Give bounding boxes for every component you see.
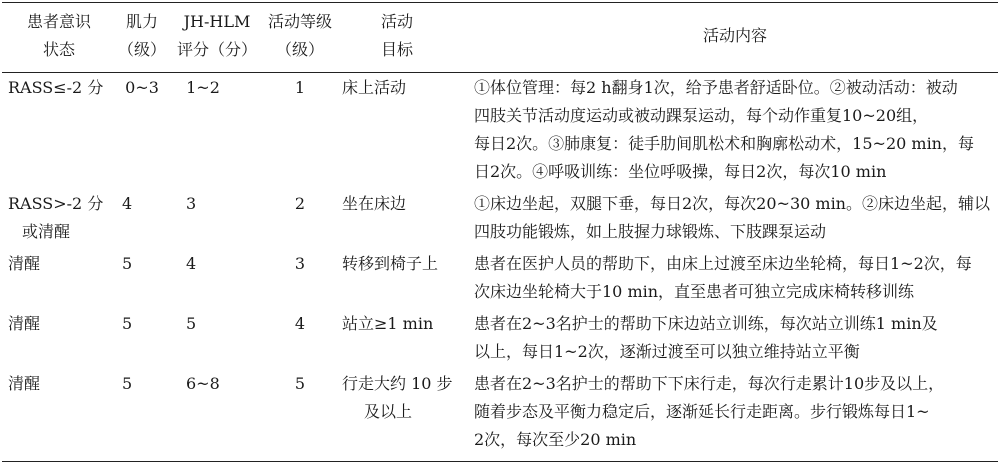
row5-content-line3: 2次，每次至少20 min (474, 430, 637, 449)
row5-content-line2: 随着步态及平衡力稳定后，逐渐延长行走距离。步行锻炼每日1~ (474, 402, 930, 421)
table-header-rule (2, 72, 998, 73)
row5-level: 5 (294, 374, 306, 393)
row1-consciousness: RASS≤-2 分 (8, 78, 104, 97)
row4-target-line1: 站立≥1 min (342, 314, 434, 333)
row2-target-line1: 坐在床边 (342, 194, 407, 213)
row1-content-line2: 四肢关节活动度运动或被动踝泵运动，每个动作重复10~20组， (474, 106, 929, 125)
table-top-rule (2, 2, 998, 3)
header-jhhlm (172, 8, 262, 64)
header-target (362, 8, 432, 64)
row5-target-line2: 及以上 (364, 402, 413, 421)
row1-content-line4: 日2次。④呼吸训练：坐位呼吸操，每日2次，每次10 min (474, 162, 887, 181)
row3-strength: 5 (122, 254, 133, 273)
row2-consciousness-line1: RASS>-2 分 (8, 194, 104, 213)
header-jhhlm-line1: JH-HLM (183, 12, 251, 31)
header-consciousness-line1: 患者意识 (26, 12, 91, 31)
row1-content-line3: 每日2次。③肺康复：徒手肋间肌松术和胸廓松动术，15~20 min，每 (474, 134, 974, 153)
row5-target (342, 370, 453, 426)
header-consciousness (4, 8, 114, 64)
row1-content-line1: ①体位管理：每2 h翻身1次，给予患者舒适卧位。②被动活动：被动 (474, 78, 958, 97)
row5-jhhlm: 6~8 (186, 374, 220, 393)
row5-target-line1: 行走大约 10 步 (342, 374, 453, 393)
header-level-line2: （级） (275, 40, 324, 59)
row2-consciousness-line2: 或清醒 (22, 222, 71, 241)
row4-strength: 5 (122, 314, 133, 333)
row5-content-line1: 患者在2~3名护士的帮助下下床行走，每次行走累计10步及以上， (474, 374, 945, 393)
row3-content-line1: 患者在医护人员的帮助下，由床上过渡至床边坐轮椅，每日1~2次，每 (474, 254, 972, 273)
row2-target (342, 190, 406, 218)
header-level (258, 8, 342, 64)
row5-content (474, 370, 996, 454)
row2-consciousness (8, 190, 103, 246)
row1-content (474, 74, 996, 186)
row3-content-line2: 次床边坐轮椅大于10 min，直至患者可独立完成床椅转移训练 (474, 282, 915, 301)
row1-target (342, 74, 406, 102)
header-jhhlm-line2: 评分（分） (176, 40, 257, 59)
row1-target-line1: 床上活动 (342, 78, 407, 97)
row3-consciousness: 清醒 (8, 254, 41, 273)
header-target-line1: 活动 (380, 12, 413, 31)
header-strength-line1: 肌力 (125, 12, 158, 31)
row3-target-line1: 转移到椅子上 (342, 254, 439, 273)
row2-strength: 4 (122, 194, 133, 213)
row2-content (474, 190, 996, 246)
row5-strength: 5 (122, 374, 133, 393)
row2-content-line1: ①床边坐起，双腿下垂，每日2次，每次20~30 min。②床边坐起，辅以 (474, 194, 990, 213)
header-consciousness-line2: 状态 (42, 40, 75, 59)
row4-consciousness: 清醒 (8, 314, 41, 333)
row3-target (342, 250, 438, 278)
row2-content-line2: 四肢功能锻炼，如上肢握力球锻炼、下肢踝泵运动 (474, 222, 827, 241)
row1-jhhlm: 1~2 (186, 78, 220, 97)
row5-consciousness: 清醒 (8, 374, 41, 393)
row2-jhhlm: 3 (186, 194, 197, 213)
row3-content (474, 250, 996, 306)
row4-level: 4 (294, 314, 306, 333)
row1-strength: 0~3 (125, 78, 159, 97)
header-level-line1: 活动等级 (267, 12, 332, 31)
header-strength-line2: （级） (117, 40, 166, 59)
row4-jhhlm: 5 (186, 314, 197, 333)
row2-level: 2 (294, 194, 306, 213)
row3-jhhlm: 4 (186, 254, 197, 273)
row4-content (474, 310, 996, 366)
row1-level: 1 (294, 78, 306, 97)
row4-target (342, 310, 433, 338)
header-target-line2: 目标 (380, 40, 413, 59)
table-bottom-rule (2, 461, 998, 462)
row4-content-line2: 以上，每日1~2次，逐渐过渡至可以独立维持站立平衡 (474, 342, 860, 361)
row4-content-line1: 患者在2~3名护士的帮助下床边站立训练，每次站立训练1 min及 (474, 314, 938, 333)
header-content: 活动内容 (702, 26, 767, 45)
row3-level: 3 (294, 254, 306, 273)
header-strength (112, 8, 172, 64)
